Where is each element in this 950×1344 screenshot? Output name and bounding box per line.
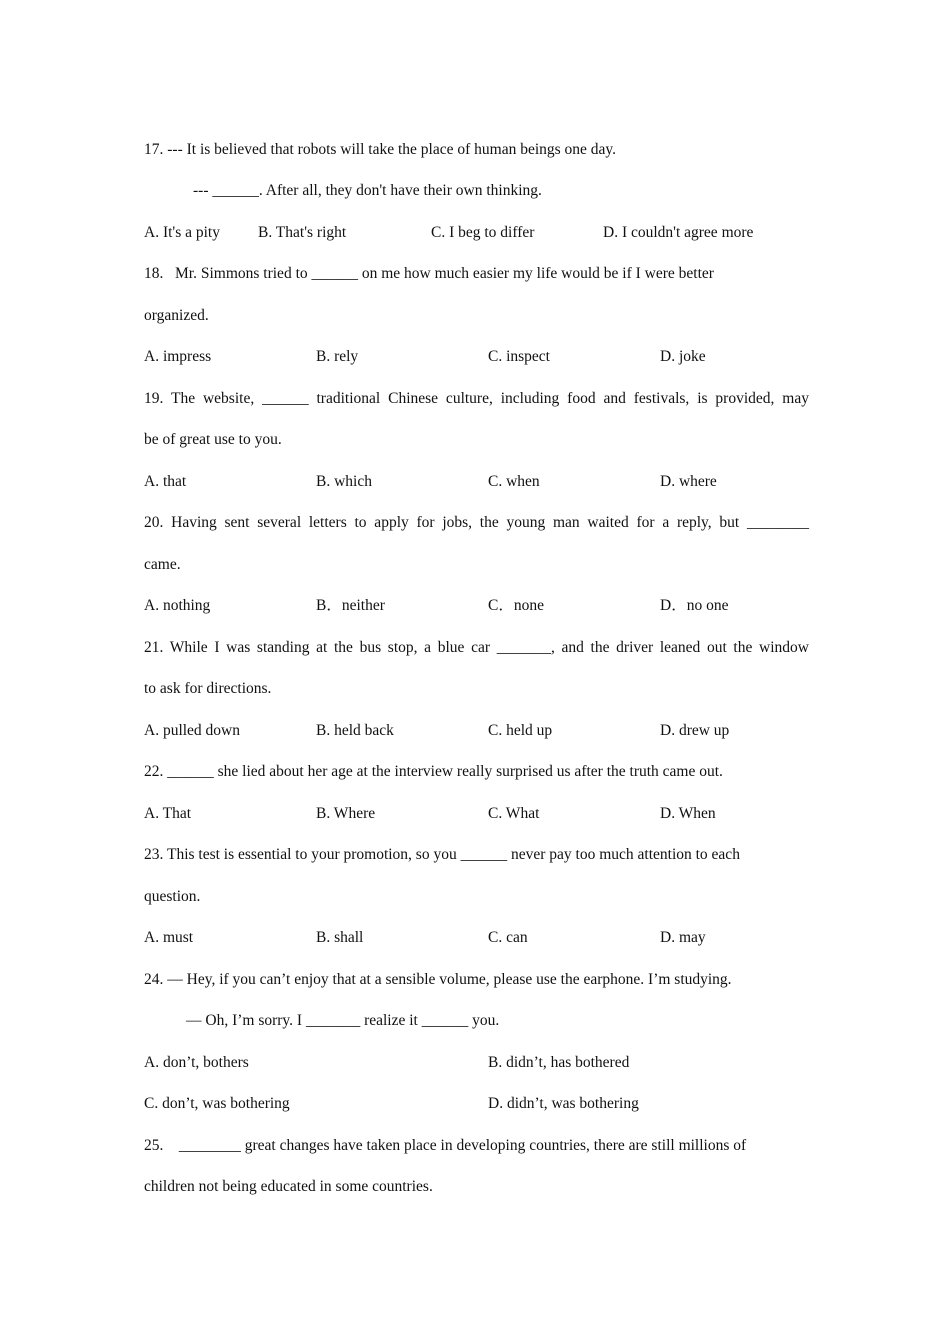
question-17-option-a: A. It's a pity [144, 224, 220, 241]
question-23-option-b: B. shall [316, 929, 364, 946]
question-20-option-d: D．no one [660, 597, 729, 614]
question-24-option-b: B. didn’t, has bothered [488, 1054, 630, 1071]
question-23-option-c: C. can [488, 929, 528, 946]
question-23-stem: 23. This test is essential to your promotion, so you ______ never pay too much attention to each [144, 846, 740, 863]
question-22-option-a: A. That [144, 805, 192, 822]
question-18-option-a: A. impress [144, 348, 212, 365]
question-17-response: --- ______. After all, they don't have their own thinking. [193, 182, 542, 199]
question-23-option-d: D. may [660, 929, 706, 946]
question-20-stem-cont: came. [144, 556, 181, 573]
question-21-option-b: B. held back [316, 722, 394, 739]
question-20-option-a: A. nothing [144, 597, 211, 614]
question-22-option-c: C. What [488, 805, 540, 822]
question-23-option-a: A. must [144, 929, 194, 946]
question-24-response: — Oh, I’m sorry. I _______ realize it ______ you. [186, 1012, 500, 1029]
question-19-option-b: B. which [316, 473, 372, 490]
question-21-option-d: D. drew up [660, 722, 730, 739]
question-19-option-d: D. where [660, 473, 717, 490]
question-19-stem: 19. The website, ______ traditional Chinese culture, including food and festivals, is provided, may [144, 390, 809, 407]
question-22-option-b: B. Where [316, 805, 376, 822]
question-19-option-c: C. when [488, 473, 540, 490]
question-21-stem: 21. While I was standing at the bus stop, a blue car _______, and the driver leaned out the window [144, 639, 809, 656]
question-21-option-c: C. held up [488, 722, 553, 739]
question-24-option-c: C. don’t, was bothering [144, 1095, 290, 1112]
question-25-stem: 25. ________ great changes have taken place in developing countries, there are still millions of [144, 1137, 747, 1154]
question-17-option-b: B. That's right [258, 224, 347, 241]
question-17-option-c: C. I beg to differ [431, 224, 535, 241]
question-23-stem-cont: question. [144, 888, 201, 905]
question-20-stem: 20. Having sent several letters to apply for jobs, the young man waited for a reply, but ________ [144, 514, 809, 531]
question-21-stem-cont: to ask for directions. [144, 680, 272, 697]
question-20-option-b: B．neither [316, 597, 385, 614]
question-21-option-a: A. pulled down [144, 722, 241, 739]
question-20-option-c: C．none [488, 597, 544, 614]
question-25-stem-cont: children not being educated in some countries. [144, 1178, 433, 1195]
question-22-option-d: D. When [660, 805, 716, 822]
question-18-option-d: D. joke [660, 348, 706, 365]
question-19-stem-cont: be of great use to you. [144, 431, 282, 448]
question-17-option-d: D. I couldn't agree more [603, 224, 754, 241]
question-18-stem-cont: organized. [144, 307, 209, 324]
question-18-option-b: B. rely [316, 348, 359, 365]
question-18-option-c: C. inspect [488, 348, 550, 365]
question-17-stem: 17. --- It is believed that robots will take the place of human beings one day. [144, 141, 617, 158]
question-19-option-a: A. that [144, 473, 187, 490]
question-18-stem: 18. Mr. Simmons tried to ______ on me how much easier my life would be if I were better [144, 265, 714, 282]
question-24-option-d: D. didn’t, was bothering [488, 1095, 639, 1112]
question-24-stem: 24. — Hey, if you can’t enjoy that at a sensible volume, please use the earphone. I’m studying. [144, 971, 732, 988]
question-24-option-a: A. don’t, bothers [144, 1054, 249, 1071]
question-22-stem: 22. ______ she lied about her age at the interview really surprised us after the truth came out. [144, 763, 723, 780]
